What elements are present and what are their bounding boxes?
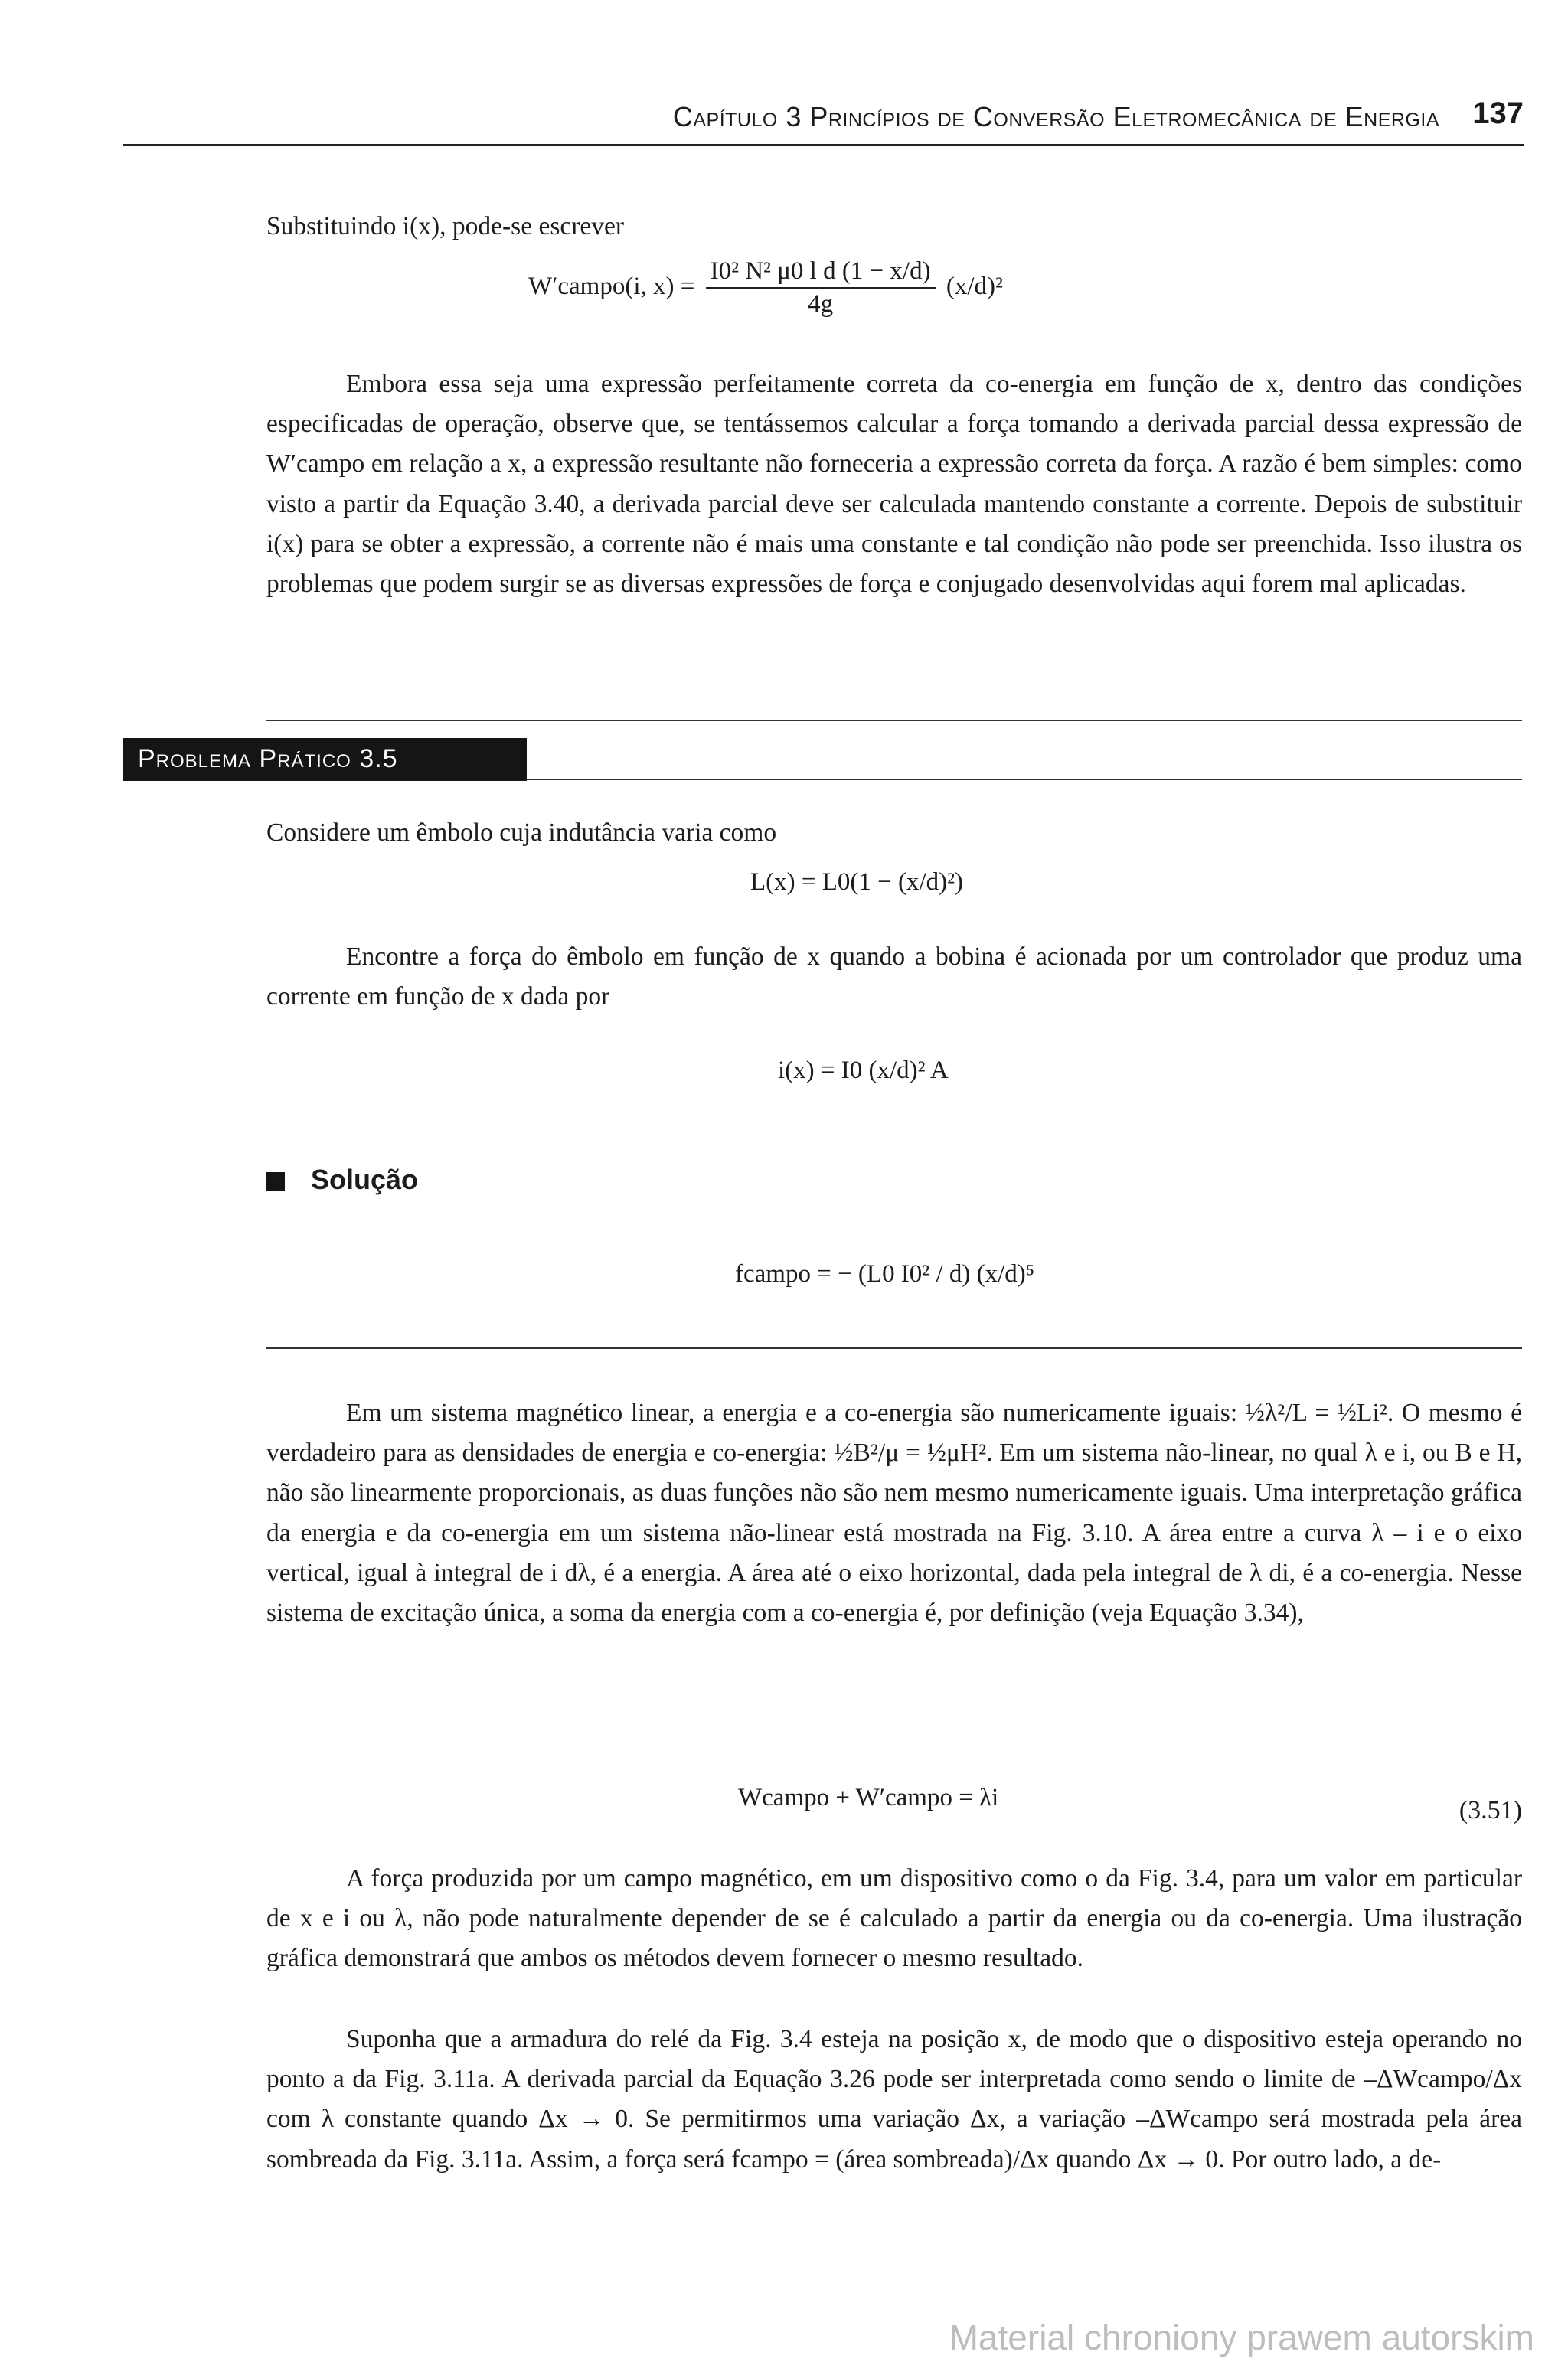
equation-current: i(x) = I0 (x/d)² A (778, 1057, 949, 1084)
paragraph-3: A força produzida por um campo magnético, em um dispositivo como o da Fig. 3.4, para um valor em particular de x e i ou λ, não pode naturalmente depender de se é calculado a partir da energia ou da co-energia. Uma ilustração gráfica demonstrará que ambos os métodos devem fornecer o mesmo resultado. (266, 1864, 1522, 1973)
equation-tail: (x/d)² (946, 272, 1003, 300)
watermark: Material chroniony prawem autorskim (949, 2318, 1534, 2357)
equation-3-51: Wcampo + W′campo = λi (738, 1784, 999, 1811)
fraction-numerator: I0² N² μ0 l d (1 − x/d) (706, 256, 936, 289)
equation-fraction (706, 256, 936, 321)
equation-force: fcampo = − (L0 I0² / d) (x/d)⁵ (735, 1260, 1035, 1288)
equation-lhs: W′campo(i, x) = (528, 272, 695, 300)
solution-bullet-icon (266, 1172, 285, 1191)
solution-label: Solução (311, 1164, 419, 1195)
paragraph-4: Suponha que a armadura do relé da Fig. 3.4 esteja na posição x, de modo que o dispositivo esteja operando no ponto a da Fig. 3.11a. A derivada parcial da Equação 3.26 pode ser interpretada como sendo o limite de –ΔWcampo/Δx com λ constante quando Δx → 0. Se permitirmos uma variação Δx, a variação –ΔWcampo será mostrada pela área sombreada da Fig. 3.11a. Assim, a força será fcampo = (área sombreada)/Δx quando Δx → 0. Por outro lado, a de- (266, 2025, 1522, 2174)
equation-inductance: L(x) = L0(1 − (x/d)²) (750, 868, 964, 896)
problem-statement-2: Encontre a força do êmbolo em função de x quando a bobina é acionada por um controlador que produz uma corrente em função de x dada por (266, 942, 1522, 1011)
paragraph-1: Embora essa seja uma expressão perfeitamente correta da co-energia em função de x, dentro das condições especificadas de operação, observe que, se tentássemos calcular a força tomando a derivada parcial dessa expressão de W′campo em relação a x, a expressão resultante não forneceria a expressão correta da força. A razão é bem simples: como visto a partir da Equação 3.40, a derivada parcial deve ser calculada mantendo constante a corrente. Depois de substituir i(x) para se obter a expressão, a corrente não é mais uma constante e tal condição não pode ser preenchida. Isso ilustra os problemas que podem surgir se as diversas expressões de força e conjugado desenvolvidas aqui forem mal aplicadas. (266, 370, 1522, 599)
page-number: 137 (1472, 96, 1524, 130)
problem-label: Problema Prático 3.5 (138, 744, 398, 773)
divider-top (266, 720, 1522, 721)
divider-problem (527, 779, 1522, 780)
fraction-denominator: 4g (808, 290, 834, 318)
chapter-title: Capítulo 3 Princípios de Conversão Eletromecânica de Energia (672, 101, 1439, 132)
intro-line: Substituindo i(x), pode-se escrever (266, 212, 625, 240)
running-header (122, 96, 1524, 146)
paragraph-2: Em um sistema magnético linear, a energia e a co-energia são numericamente iguais: ½λ²/L = ½Li². O mesmo é verdadeiro para as densidades de energia e co-energia: ½B²/μ = ½μH². Em um sistema não-linear, no qual λ e i, ou B e H, não são linearmente proporcionais, as duas funções não são nem mesmo numericamente iguais. Uma interpretação gráfica da energia e da co-energia em um sistema não-linear está mostrada na Fig. 3.10. A área entre a curva λ – i e o eixo vertical, igual à integral de i dλ, é a energia. A área até o eixo horizontal, dada pela integral de λ di, é a co-energia. Nesse sistema de excitação única, a soma da energia com a co-energia é, por definição (veja Equação 3.34), (266, 1399, 1522, 1628)
equation-coenergy (528, 256, 1003, 321)
divider-bottom (266, 1347, 1522, 1349)
problem-statement-1: Considere um êmbolo cuja indutância varia como (266, 818, 777, 847)
equation-number: (3.51) (1459, 1796, 1522, 1824)
